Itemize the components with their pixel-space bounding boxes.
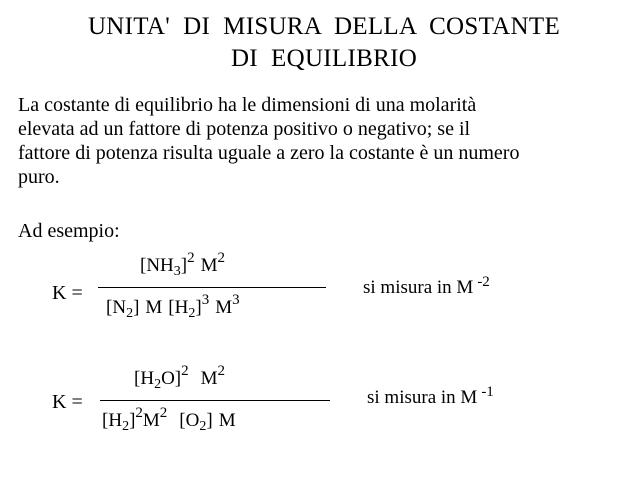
measure-text: si misura in M [363,277,474,298]
formula-denominator [106,292,240,321]
unit: M [200,255,218,276]
bracket-open: [ [102,410,109,431]
species: O [185,410,200,431]
species: H [174,297,189,318]
example-label: Ad esempio: [18,220,120,242]
measure-exponent: -2 [477,274,490,290]
bracket-close: ] [180,255,188,276]
species-subscript: 2 [154,377,162,392]
bracket-close: ] [174,368,182,389]
unit-power: 3 [232,292,240,308]
species-subscript: 2 [188,306,196,321]
k-label: K = [52,282,83,304]
paragraph-line: fattore di potenza risulta uguale a zero la costante è un numero [18,142,520,164]
species-tail: O [161,368,175,389]
power: 2 [135,405,143,421]
fraction-line [100,400,330,401]
species-subscript: 2 [199,419,207,434]
species-subscript: 3 [173,264,181,279]
bracket-open: [ [140,255,147,276]
formula-denominator [102,405,236,434]
formula-numerator [134,363,226,392]
unit-power: 2 [217,250,226,266]
bracket-close: ] [129,410,136,431]
bracket-close: ] [195,297,202,318]
bracket-close: ] [133,297,140,318]
species: H [140,368,155,389]
unit: M [218,410,236,431]
power: 3 [201,292,210,308]
species-subscript: 2 [122,419,130,434]
paragraph-line: elevata ad un fattore di potenza positivo o negativo; se il [18,118,471,140]
paragraph-line: La costante di equilibrio ha le dimensioni di una molarità [18,94,477,116]
power: 2 [181,363,189,379]
species: NH [146,255,174,276]
measure-text: si misura in M [367,387,478,408]
species: N [112,297,127,318]
paragraph-line: puro. [18,166,60,188]
bracket-open: [ [179,410,186,431]
unit: M [142,410,160,431]
measure-note-2 [367,384,494,409]
unit: M [215,297,233,318]
unit: M [200,368,218,389]
species-subscript: 2 [126,306,134,321]
unit-power: 2 [159,405,168,421]
page-title-line-1: UNITA' DI MISURA DELLA COSTANTE [87,13,561,40]
bracket-open: [ [134,368,141,389]
formula-numerator [140,250,226,279]
species: H [108,410,123,431]
intro-paragraph [18,93,630,189]
bracket-close: ] [206,410,213,431]
fraction-line [98,287,326,288]
measure-note-1 [363,274,490,299]
bracket-open: [ [106,297,113,318]
bracket-open: [ [168,297,175,318]
measure-exponent: -1 [481,384,494,400]
page-title-line-2: DI EQUILIBRIO [230,45,418,72]
unit: M [145,297,163,318]
power: 2 [187,250,195,266]
k-label: K = [52,391,83,413]
unit-power: 2 [217,363,226,379]
